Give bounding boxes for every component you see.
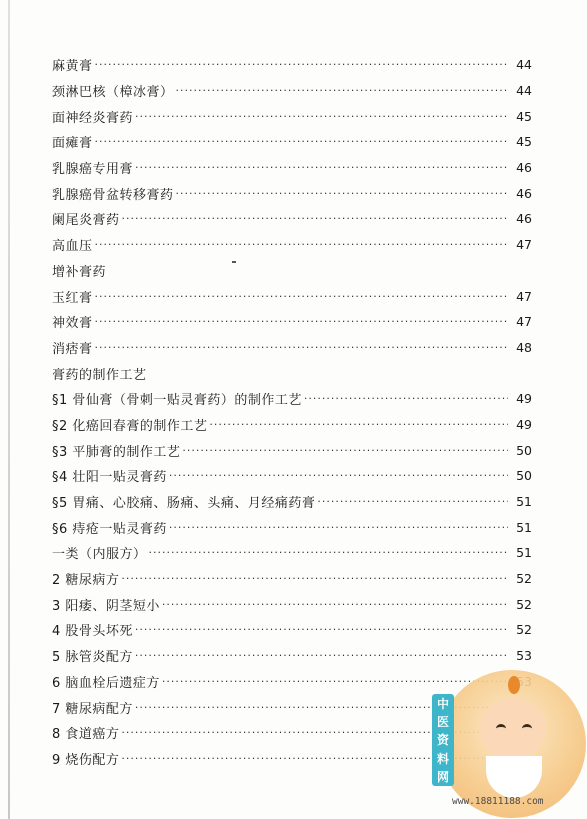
toc-leader-dots [169,469,508,482]
toc-section-heading [52,360,532,386]
toc-page-number: 48 [516,339,532,355]
toc-page-number: 44 [516,83,532,99]
toc-entry-title: 消痞膏 [52,341,93,357]
watermark-char: 料 [436,751,449,766]
toc-entry [52,206,532,232]
watermark-hat [508,676,520,694]
toc-entry-title: 5 脉管炎配方 [52,650,133,666]
toc-leader-dots [121,572,508,585]
toc-leader-dots [95,341,508,354]
toc-leader-dots [95,290,508,303]
toc-page-number: 52 [516,571,532,587]
toc-leader-dots [304,392,508,405]
toc-entry [52,335,532,361]
toc-leader-dots [176,187,508,200]
toc-entry [52,617,532,643]
toc-entry [52,283,532,309]
toc-leader-dots [122,212,508,225]
toc-entry [52,180,532,206]
toc-entry [52,412,532,438]
toc-entry-title: 神效膏 [52,316,93,332]
watermark-url: www.18811188.com [452,796,544,807]
watermark-face [480,698,546,760]
toc-leader-dots [149,546,508,559]
toc-entry [52,52,532,78]
toc-page-number: 46 [516,211,532,227]
toc-page-number: 45 [516,134,532,150]
toc-page-number: 49 [516,391,532,407]
toc-entry-title: 乳腺癌专用膏 [52,162,134,178]
toc-entry-title: 面神经炎膏药 [52,110,134,126]
toc-entry-title: §1 骨仙膏（骨刺一贴灵膏药）的制作工艺 [52,393,302,409]
toc-entry-title: §5 胃痛、心胶痛、肠痛、头痛、月经痛药膏 [52,496,316,512]
toc-entry [52,514,532,540]
toc-page-number: 52 [516,622,532,638]
toc-page-number: 51 [516,545,532,561]
toc-entry-title: §6 痔疮一贴灵膏药 [52,521,167,537]
toc-leader-dots [95,315,508,328]
page-edge [8,0,10,819]
toc-leader-dots [182,444,508,457]
toc-entry [52,309,532,335]
toc-entry-title: 4 股骨头坏死 [52,624,133,640]
toc-page-number: 47 [516,237,532,253]
toc-entry-title: 乳腺癌骨盆转移膏药 [52,187,174,203]
toc-entry-title: 8 食道癌方 [52,727,120,743]
toc-entry-title: 2 糖尿病方 [52,573,120,589]
toc-page-number: 44 [516,57,532,73]
toc-page-number: 49 [516,416,532,432]
toc-entry-title: 增补膏药 [52,264,107,280]
toc-page-number: 45 [516,108,532,124]
watermark [432,664,587,819]
toc-entry-title: 高血压 [52,239,93,255]
toc-entry [52,540,532,566]
toc-entry [52,386,532,412]
toc-leader-dots [162,598,508,611]
toc-entry-title: 9 烧伤配方 [52,752,120,768]
toc-leader-dots [135,110,508,123]
toc-page-number: 51 [516,519,532,535]
toc-page-number: 46 [516,160,532,176]
watermark-char: 资 [436,733,449,748]
scan-mark [232,261,236,263]
watermark-char: 网 [436,770,449,785]
toc-leader-dots [317,495,508,508]
toc-leader-dots [95,58,508,71]
toc-entry-title: 一类（内服方） [52,547,147,563]
toc-page-number: 47 [516,288,532,304]
watermark-logo-text [432,694,454,786]
toc-page-number: 51 [516,494,532,510]
toc-leader-dots [135,161,508,174]
watermark-char: 医 [436,715,449,730]
toc-entry-title: 颈淋巴核（樟冰膏） [52,85,174,101]
toc-entry [52,78,532,104]
toc-entry-title: 面瘫膏 [52,136,93,152]
toc-entry-title: §3 平肺膏的制作工艺 [52,444,181,460]
toc-entry-title: 玉红膏 [52,290,93,306]
toc-leader-dots [95,238,508,251]
toc-leader-dots [169,521,508,534]
toc-entry [52,463,532,489]
toc-page-number: 50 [516,442,532,458]
toc-entry [52,489,532,515]
toc-page-number: 53 [516,648,532,664]
watermark-char: 中 [436,696,449,711]
watermark-eye-left [496,724,506,733]
toc-leader-dots [95,135,508,148]
toc-entry-title: 7 糖尿病配方 [52,701,133,717]
toc-leader-dots [135,649,508,662]
toc-entry-title: §4 壮阳一贴灵膏药 [52,470,167,486]
toc-entry [52,103,532,129]
toc-page-number: 47 [516,314,532,330]
toc-section-heading [52,258,532,284]
toc-leader-dots [135,623,508,636]
toc-entry [52,155,532,181]
toc-leader-dots [209,418,508,431]
toc-entry-title: 膏药的制作工艺 [52,367,147,383]
toc-entry-title: §2 化癌回春膏的制作工艺 [52,418,208,434]
toc-entry [52,591,532,617]
toc-entry-title: 6 脑血栓后遗症方 [52,675,160,691]
toc-page-number: 50 [516,468,532,484]
toc-entry [52,566,532,592]
toc-entry-title: 3 阳痿、阴茎短小 [52,598,160,614]
toc-entry-title: 阑尾炎膏药 [52,213,120,229]
watermark-eye-right [522,724,532,733]
toc-entry [52,437,532,463]
toc-page-number: 46 [516,185,532,201]
toc-entry-title: 麻黄膏 [52,59,93,75]
toc-entry [52,129,532,155]
toc-entry [52,232,532,258]
toc-page-number: 52 [516,596,532,612]
toc-leader-dots [176,84,508,97]
